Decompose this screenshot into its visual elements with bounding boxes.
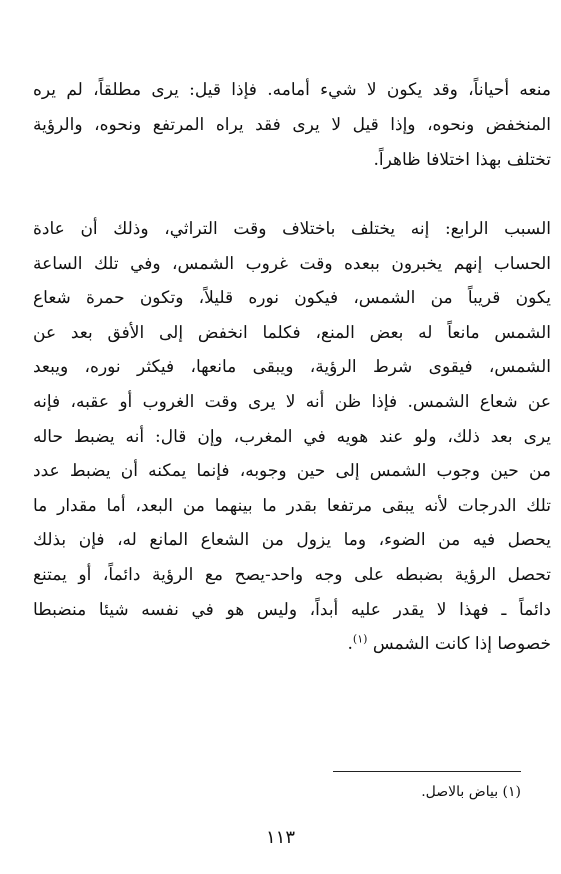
text-line: السبب الرابع: إنه يختلف باختلاف وقت التراثي، وذلك أن عادة — [33, 219, 551, 239]
text-line: يكون قريباً من الشمس، فيكون نوره قليلاً، وتكون حمرة شعاع — [33, 288, 551, 309]
text-line: من حين وجوب الشمس إلى حين وجوبه، فإنما يمكنه أن يضبط عدد — [33, 461, 551, 482]
paragraph-1 — [33, 73, 551, 177]
text-line: دائماً ـ فهذا لا يقدر عليه أبداً، وليس هو في نفسه شيئا منضبطا — [33, 599, 551, 620]
footnote-text: (١) بياض بالاصل. — [421, 784, 521, 800]
text-line: تلك الدرجات لأنه يبقى مرتفعا بقدر ما بينهما من البعد، أما مقدار ما — [33, 495, 551, 516]
final-line-text: خصوصا إذا كانت الشمس — [372, 634, 551, 655]
text-line: الشمس، فيقوى شرط الرؤية، ويبقى مانعها، فيكثر نوره، ويبعد — [33, 357, 551, 378]
end-punctuation: . — [347, 634, 353, 655]
text-line: الحساب إنهم يخبرون ببعده وقت غروب الشمس، وفي تلك الساعة — [33, 253, 551, 274]
paragraph-2 — [33, 212, 551, 662]
footnote-marker[interactable]: (١) — [352, 632, 368, 646]
text-line: تحصل الرؤية بضبطه على وجه واحد-يصح مع الرؤية دائماً، أو يمتنع — [33, 564, 551, 585]
text-line: المنخفض ونحوه، وإذا قيل لا يرى فقد يراه المرتفع ونحوه، والرؤية — [33, 114, 551, 135]
text-line: يرى بعد ذلك، ولو عند هويه في المغرب، وإن قال: أنه يضبط حاله — [33, 426, 551, 447]
text-line: تختلف بهذا اختلافا ظاهراً. — [373, 149, 551, 170]
text-line-final — [33, 627, 551, 662]
text-line: منعه أحياناً، وقد يكون لا شيء أمامه. فإذا قيل: يرى مطلقاً، لم يره — [33, 80, 551, 100]
text-line: الشمس مانعاً له بعض المنع، فكلما انخفض إلى الأفق بعد عن — [33, 322, 551, 343]
page-number: ١١٣ — [265, 827, 295, 848]
footnote-divider — [333, 771, 521, 772]
text-line: عن شعاع الشمس. فإذا ظن أنه لا يرى وقت الغروب أو عقبه، فإنه — [33, 391, 551, 412]
text-line: يحصل فيه من الضوء، وما يزول من الشعاع المانع له، فإن بذلك — [33, 530, 551, 551]
